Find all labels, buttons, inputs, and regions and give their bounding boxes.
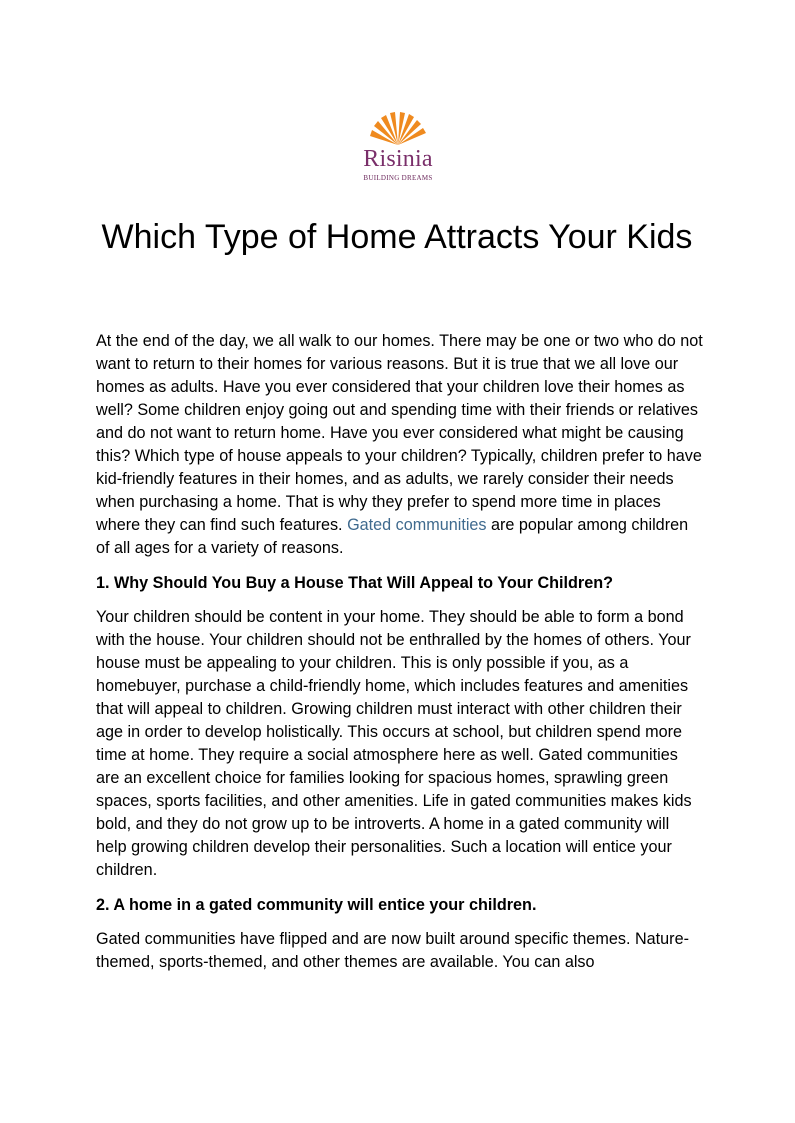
sunburst-fan-icon — [366, 112, 430, 146]
document-body — [96, 330, 704, 986]
logo-wordmark: Risinia — [363, 146, 433, 172]
intro-text-before-link: At the end of the day, we all walk to our homes. There may be one or two who do not want to return to their homes for various reasons. But it is true that we all love our homes as adults. Have you ever considered that your children love their homes as well? Some children enjoy going out and spending time with their friends or relatives and do not want to return home. Have you ever considered what might be causing this? Which type of house appeals to your children? Typically, children prefer to have kid-friendly features in their homes, and as adults, we rarely consider their needs when purchasing a home. That is why they prefer to spend more time in places where they can find such features. — [96, 332, 703, 534]
risinia-logo — [344, 112, 452, 190]
document-title: Which Type of Home Attracts Your Kids — [101, 218, 693, 256]
section-2-paragraph: Gated communities have flipped and are now built around specific themes. Nature-themed, sports-themed, and other themes are available. You can also — [96, 930, 689, 971]
logo-tagline: BUILDING DREAMS — [363, 174, 433, 182]
section-1-paragraph: Your children should be content in your home. They should be able to form a bond with the house. Your children should not be enthralled by the homes of others. Your house must be appealing to your children. This is only possible if you, as a homebuyer, purchase a child-friendly home, which includes features and amenities that will appeal to children. Growing children must interact with other children their age in order to develop holistically. This occurs at school, but children spend more time at home. They require a social atmosphere here as well. Gated communities are an excellent choice for families looking for spacious homes, sprawling green spaces, sports facilities, and other amenities. Life in gated communities makes kids bold, and they do not grow up to be introverts. A home in a gated community will help growing children develop their personalities. Such a location will entice your children. — [96, 608, 692, 879]
intro-paragraph — [96, 330, 704, 560]
intro-text-after-link: are popular among children of all ages for a variety of reasons. — [96, 516, 689, 557]
section-2-heading: 2. A home in a gated community will entice your children. — [96, 896, 537, 914]
section-1-heading: 1. Why Should You Buy a House That Will Appeal to Your Children? — [96, 574, 613, 592]
gated-communities-link[interactable]: Gated communities — [347, 516, 487, 534]
